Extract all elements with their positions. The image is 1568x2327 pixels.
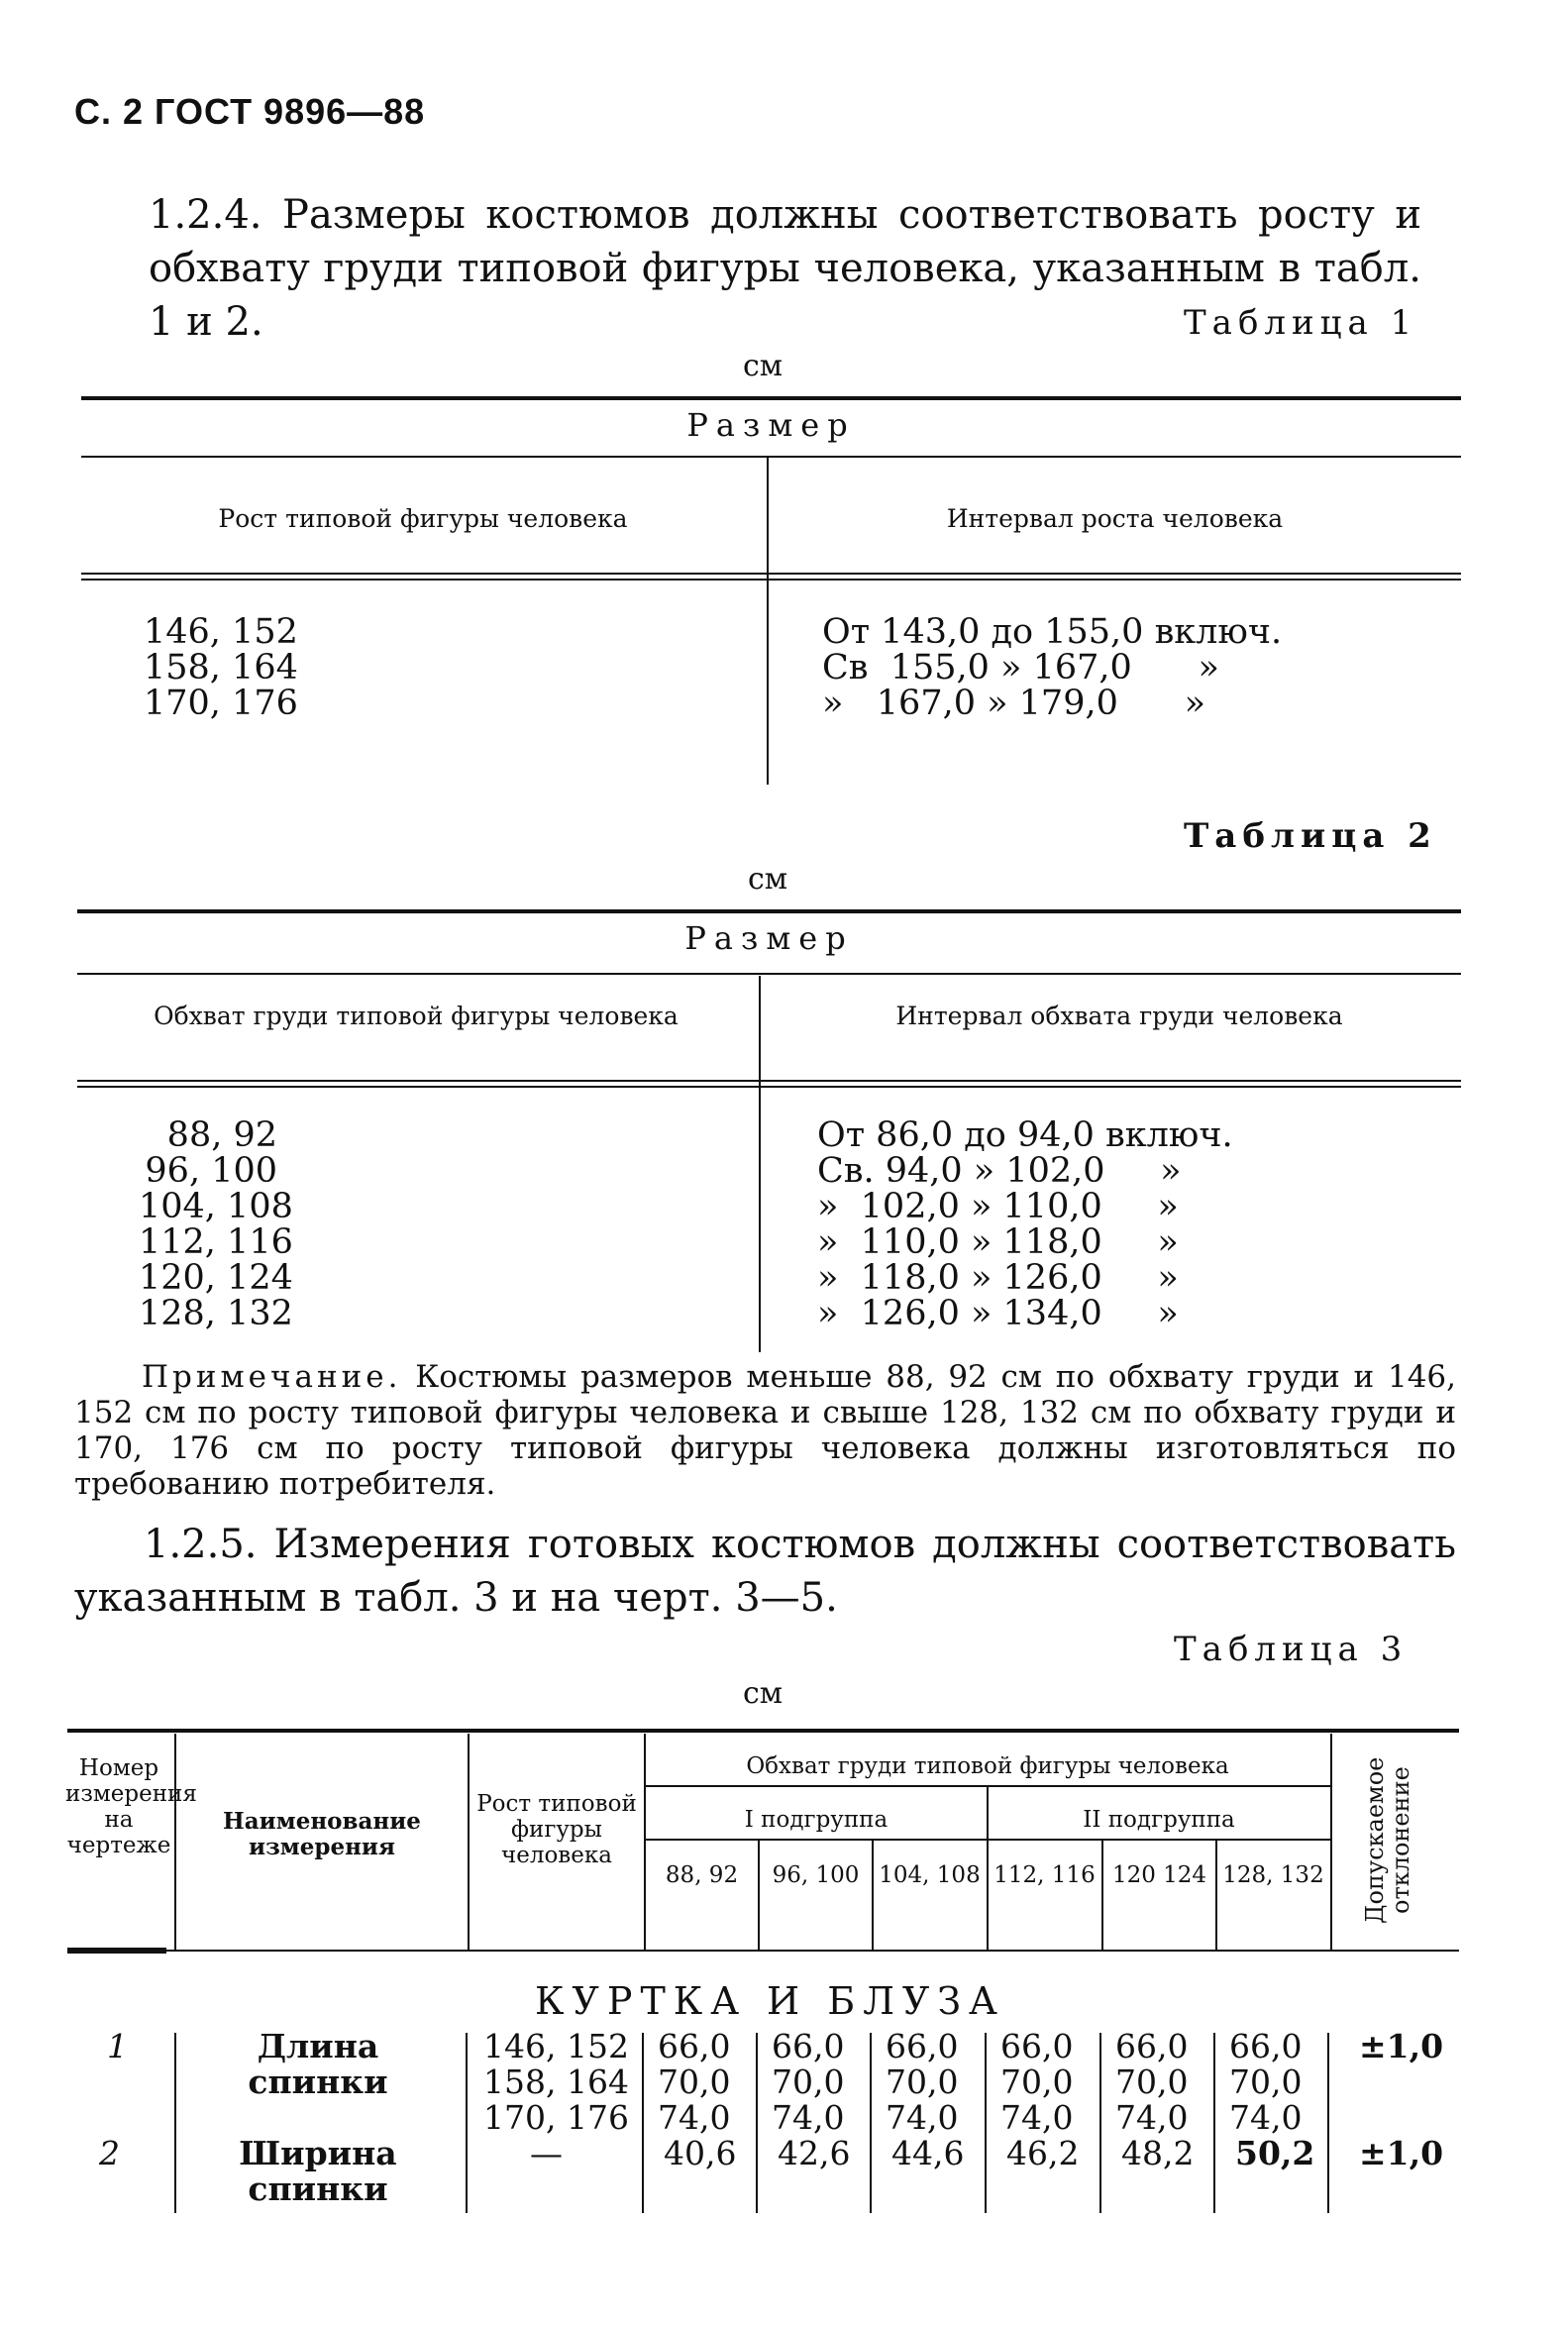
table3-body-divider (756, 2033, 758, 2213)
table3-value: 70,0 (1229, 2063, 1303, 2101)
table3-size-header: 120 124 (1111, 1862, 1207, 1888)
table3-value: 42,6 (778, 2134, 851, 2172)
table3-size-header: 96, 100 (772, 1862, 860, 1888)
table1-caption: Таблица 1 (1184, 303, 1418, 343)
table3-divider-name (468, 1734, 470, 1952)
table1-group-rule (81, 456, 1461, 458)
table3-value: 40,6 (664, 2134, 737, 2172)
table1-col2-header: Интервал роста человека (946, 504, 1284, 533)
table2-top-rule (77, 909, 1461, 913)
table1-col1-value: 170, 176 (144, 684, 298, 723)
table3-row-values (1000, 2029, 1073, 2136)
table3-value: 70,0 (772, 2063, 845, 2101)
table2-unit: см (748, 862, 788, 897)
table1-header-rule-2 (81, 579, 1461, 581)
table2-col1-value: 96, 100 (145, 1151, 277, 1191)
table1-col2-value: Св 155,0 » 167,0 » (822, 648, 1219, 688)
table3-row-values (1229, 2029, 1302, 2136)
table1-top-rule (81, 396, 1461, 400)
table3-caption: Таблица 3 (1174, 1630, 1409, 1669)
table2-col2-value: » 126,0 » 134,0 » (817, 1294, 1179, 1333)
table3-unit: см (743, 1676, 784, 1711)
table3-value: 74,0 (1115, 2098, 1189, 2137)
table3-header-tolerance: Допускаемое отклонение (1361, 1756, 1414, 1925)
table2-col1-value: 128, 132 (139, 1294, 293, 1333)
table2-header-rule-2 (77, 1086, 1461, 1088)
table3-top-rule (67, 1729, 1459, 1733)
table3-header-number: Номер измерения на чертеже (65, 1755, 197, 1858)
paragraph-1-2-4-text: 1.2.4. Размеры костюмов должны соответствовать росту и обхвату груди типовой фигуры человека, указанным в табл. 1 и 2. (149, 192, 1421, 345)
table3-body-divider (1327, 2033, 1329, 2213)
table3-value: 66,0 (1229, 2027, 1303, 2065)
table1-col1-value: 146, 152 (144, 612, 298, 652)
table3-value: 74,0 (1229, 2098, 1303, 2137)
table3-value: 70,0 (658, 2063, 731, 2101)
table3-height-value: — (530, 2134, 563, 2172)
table3-section-title: КУРТКА И БЛУЗА (535, 1979, 1005, 2023)
table3-value: 70,0 (886, 2063, 959, 2101)
table2-col2-value: » 118,0 » 126,0 » (817, 1258, 1179, 1298)
table3-value: 66,0 (1000, 2027, 1074, 2065)
table3-divider-number (174, 1734, 176, 1952)
table3-header-subgroup1: I подгруппа (744, 1807, 889, 1833)
table2-col1-value: 104, 108 (139, 1187, 293, 1226)
table3-size-header: 88, 92 (665, 1862, 739, 1888)
table3-size-header: 112, 116 (993, 1862, 1096, 1888)
table2-column-divider (759, 976, 761, 1352)
table2-header-rule-1 (77, 1080, 1461, 1082)
page-header: С. 2 ГОСТ 9896—88 (74, 91, 426, 132)
table3-value: 66,0 (772, 2027, 845, 2065)
table2-col2-values (817, 1117, 1233, 1331)
table3-value: 74,0 (658, 2098, 731, 2137)
table3-body-divider (642, 2033, 644, 2213)
table3-row-number: 2 (99, 2134, 120, 2172)
table3-body-divider (466, 2033, 468, 2213)
table3-body-divider (1213, 2033, 1215, 2213)
table2-group-rule (77, 973, 1461, 975)
table3-height-value: 158, 164 (483, 2063, 629, 2101)
table3-header-name: Наименование измерения (223, 1808, 421, 1860)
table3-header-height: Рост типовой фигуры человека (476, 1791, 637, 1868)
table3-size-header: 128, 132 (1222, 1862, 1324, 1888)
table3-body-divider (174, 2033, 176, 2213)
table3-body-divider (870, 2033, 872, 2213)
table3-row-name: Длина спинки (248, 2027, 388, 2101)
table3-size-header: 104, 108 (879, 1862, 981, 1888)
table2-col2-value: » 110,0 » 118,0 » (817, 1222, 1179, 1262)
table2-col2-header: Интервал обхвата груди человека (895, 1002, 1343, 1030)
table1-header-rule-1 (81, 573, 1461, 575)
table1-column-divider (767, 458, 769, 785)
table2-col2-value: От 86,0 до 94,0 включ. (817, 1115, 1233, 1155)
paragraph-1-2-5 (74, 1518, 1456, 1625)
table3-value: 70,0 (1115, 2063, 1189, 2101)
table3-row-tolerance: ±1,0 (1359, 2027, 1444, 2065)
table3-height-value: 146, 152 (483, 2027, 629, 2065)
table3-row-number: 1 (107, 2027, 128, 2065)
table2-col1-value: 120, 124 (139, 1258, 293, 1298)
table2-col1-header: Обхват груди типовой фигуры человека (154, 1002, 679, 1030)
table2-group-header: Размер (684, 919, 854, 957)
table3-value: 74,0 (772, 2098, 845, 2137)
table3-row-values (886, 2029, 958, 2136)
table3-height-value: 170, 176 (483, 2098, 629, 2137)
table3-divider-size (1101, 1841, 1103, 1952)
table3-body-divider (985, 2033, 987, 2213)
table3-value: 70,0 (1000, 2063, 1074, 2101)
table3-row-heights (483, 2029, 629, 2136)
table3-divider-size (872, 1841, 874, 1952)
table1-col2-value: От 143,0 до 155,0 включ. (822, 612, 1283, 652)
table2-caption: Таблица 2 (1184, 816, 1437, 856)
table3-value: 66,0 (658, 2027, 731, 2065)
table1-col1-value: 158, 164 (144, 648, 298, 688)
table3-divider-size (1215, 1841, 1217, 1952)
table2-col1-value: 88, 92 (166, 1115, 277, 1155)
table3-body-divider (1099, 2033, 1101, 2213)
table3-value: 46,2 (1006, 2134, 1080, 2172)
paragraph-1-2-5-text: 1.2.5. Измерения готовых костюмов должны соответствовать указанным в табл. 3 и на черт. 3—5. (74, 1522, 1456, 1621)
table3-value: 66,0 (886, 2027, 959, 2065)
table3-value: 48,2 (1121, 2134, 1195, 2172)
table1-unit: см (743, 349, 784, 383)
table1-col1-values (144, 614, 298, 721)
table3-value: 74,0 (886, 2098, 959, 2137)
table3-row-values (658, 2029, 730, 2136)
table1-col2-values (822, 614, 1282, 721)
table1-col2-value: » 167,0 » 179,0 » (822, 684, 1206, 723)
table2-col1-values (139, 1115, 293, 1333)
table3-header-rule (67, 1950, 1459, 1952)
table3-row-values (772, 2029, 844, 2136)
note-label: Примечание. (142, 1359, 402, 1395)
table3-header-subgroup2: II подгруппа (1083, 1807, 1235, 1833)
table3-value: 44,6 (891, 2134, 965, 2172)
table1-group-header: Размер (686, 406, 856, 444)
table3-chest-rule (644, 1785, 1330, 1787)
table3-value: 66,0 (1115, 2027, 1189, 2065)
table3-value: 50,2 (1235, 2134, 1315, 2172)
table2-col2-value: » 102,0 » 110,0 » (817, 1187, 1179, 1226)
table2-col2-value: Св. 94,0 » 102,0 » (817, 1151, 1182, 1191)
table3-header-chest: Обхват груди типовой фигуры человека (746, 1753, 1229, 1779)
table3-row-tolerance: ±1,0 (1359, 2134, 1444, 2172)
table3-value: 74,0 (1000, 2098, 1074, 2137)
table3-subgroup-rule (644, 1839, 1330, 1841)
table3-divider-size (758, 1841, 760, 1952)
table3-row-name: Ширина спинки (239, 2134, 397, 2208)
table1-col1-header: Рост типовой фигуры человека (218, 504, 628, 533)
table2-col1-value: 112, 116 (139, 1222, 293, 1262)
note-text: Костюмы размеров меньше 88, 92 см по обхвату груди и 146, 152 см по росту типовой фигуры человека и свыше 128, 132 см по обхвату груди и 170, 176 см по росту типовой фигуры человека должны изготовляться по требованию потребителя. (74, 1359, 1456, 1502)
table3-row-values (1115, 2029, 1188, 2136)
table2-note (74, 1359, 1456, 1502)
table3-divider-chest (1330, 1734, 1332, 1952)
